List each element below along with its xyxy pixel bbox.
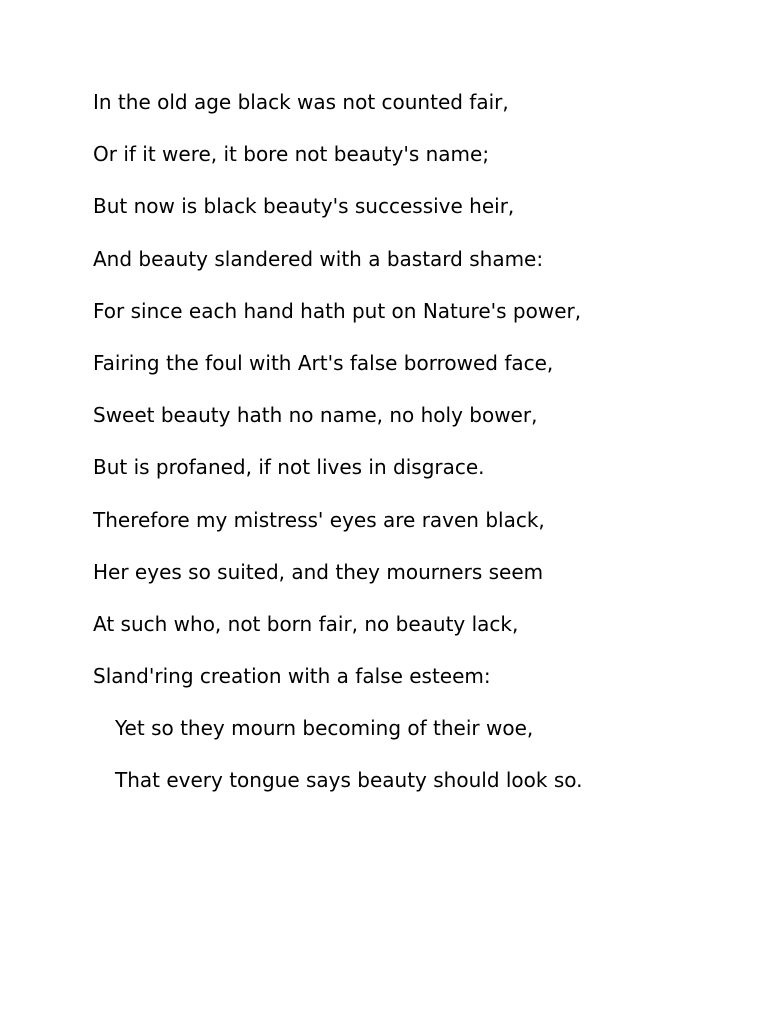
poem-line: At such who, not born fair, no beauty lack, <box>93 611 519 636</box>
couplet-line: That every tongue says beauty should look so. <box>115 768 583 793</box>
poem-line: Therefore my mistress' eyes are raven black, <box>93 507 545 532</box>
couplet-line: Yet so they mourn becoming of their woe, <box>115 716 534 741</box>
poem-line: But now is black beauty's successive heir, <box>93 194 515 219</box>
poem-line: For since each hand hath put on Nature's power, <box>93 298 582 323</box>
poem-line: Her eyes so suited, and they mourners seem <box>93 559 544 584</box>
poem-line: Sweet beauty hath no name, no holy bower, <box>93 403 538 428</box>
poem-line: In the old age black was not counted fair, <box>93 90 509 114</box>
poem-text <box>93 86 733 817</box>
poem-line: Sland'ring creation with a false esteem: <box>93 664 491 689</box>
poem-line: But is profaned, if not lives in disgrace. <box>93 455 485 480</box>
poem-line: Fairing the foul with Art's false borrowed face, <box>93 350 554 375</box>
poem-line: Or if it were, it bore not beauty's name; <box>93 142 490 167</box>
poem-line: And beauty slandered with a bastard shame: <box>93 246 544 271</box>
